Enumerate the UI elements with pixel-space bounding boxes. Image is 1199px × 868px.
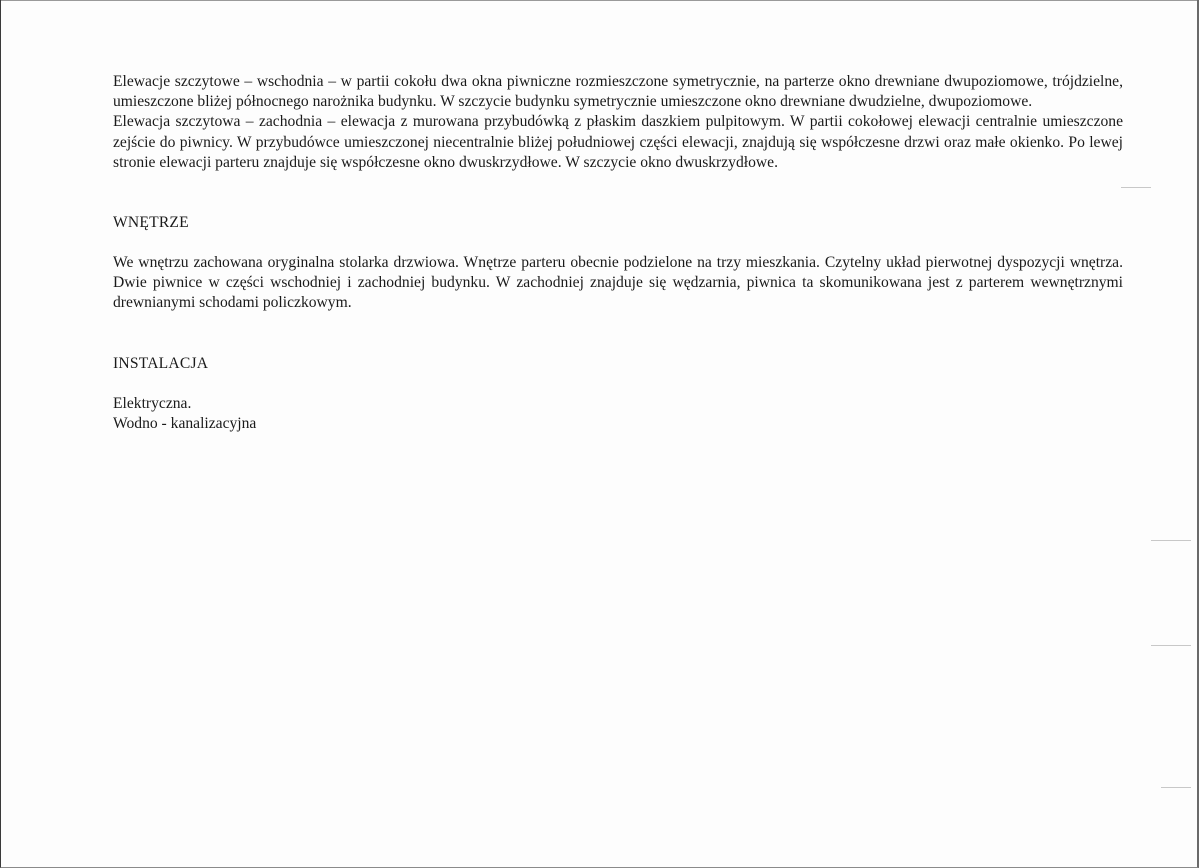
installation-item-water-sewage: Wodno - kanalizacyjna — [113, 414, 257, 432]
east-elevation-paragraph: Elewacje szczytowe – wschodnia – w partii cokołu dwa okna piwniczne rozmieszczone symetrycznie, na parterze okno drewniane dwupoziomowe, trójdzielne, umieszczone bliżej północnego narożnika budynku. W szczycie budynku symetrycznie umieszczone okno drewniane dwudzielne, dwupoziomowe. — [113, 73, 1123, 111]
scan-mark — [1161, 787, 1191, 788]
scan-mark — [1151, 645, 1191, 646]
installation-heading: INSTALACJA — [113, 354, 209, 372]
document-body — [113, 72, 1123, 434]
spacer — [113, 314, 1123, 354]
interior-heading: WNĘTRZE — [113, 214, 189, 232]
spacer — [113, 173, 1123, 213]
installation-item-electric: Elektryczna. — [113, 394, 192, 412]
scan-mark — [1121, 187, 1151, 188]
spacer — [113, 233, 1123, 253]
spacer — [113, 374, 1123, 394]
west-elevation-paragraph: Elewacja szczytowa – zachodnia – elewacja z murowana przybudówką z płaskim daszkiem pulpitowym. W partii cokołowej elewacji centralnie umieszczone zejście do piwnicy. W przybudówce umieszczonej niecentralnie bliżej południowej części elewacji, znajdują się współczesne drzwi oraz małe okienko. Po lewej stronie elewacji parteru znajduje się współczesne okno dwuskrzydłowe. W szczycie okno dwuskrzydłowe. — [113, 113, 1123, 171]
scan-edge — [1, 0, 1197, 1]
interior-paragraph: We wnętrzu zachowana oryginalna stolarka drzwiowa. Wnętrze parteru obecnie podzielone na trzy mieszkania. Czytelny układ pierwotnej dyspozycji wnętrza. Dwie piwnice w części wschodniej i zachodniej budynku. W zachodniej znajduje się wędzarnia, piwnica ta skomunikowana jest z parterem wewnętrznymi drewnianymi schodami policzkowym. — [113, 254, 1123, 312]
scan-mark — [1151, 540, 1191, 541]
